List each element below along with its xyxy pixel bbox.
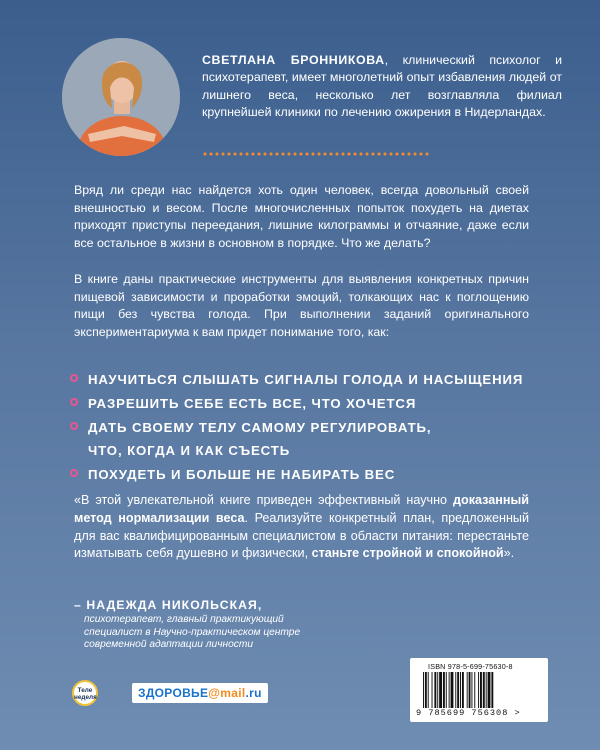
list-item: ДАТЬ СВОЕМУ ТЕЛУ САМОМУ РЕГУЛИРОВАТЬ, [74, 417, 544, 438]
reviewer-name: – НАДЕЖДА НИКОЛЬСКАЯ, [74, 598, 263, 612]
quote-highlight-1: доказанный метод нормализации веса [74, 493, 529, 525]
bullet-circle-icon [70, 469, 78, 477]
barcode-bars [422, 672, 536, 708]
list-item: ПОХУДЕТЬ И БОЛЬШЕ НЕ НАБИРАТЬ ВЕС [74, 464, 544, 485]
author-name: СВЕТЛАНА БРОННИКОВА [202, 53, 385, 67]
author-photo [62, 38, 180, 156]
isbn-label: ISBN 978-5-699-75630-8 [428, 662, 513, 671]
list-item: РАЗРЕШИТЬ СЕБЕ ЕСТЬ ВСЕ, ЧТО ХОЧЕТСЯ [74, 393, 544, 414]
zdorovie-mail-logo: ЗДОРОВЬЕ@mail.ru [132, 683, 268, 703]
tele-nedelya-logo: Теле неделя [72, 680, 98, 706]
author-bio [202, 52, 562, 122]
bullet-circle-icon [70, 398, 78, 406]
author-bio-text: , клинический психолог и психотерапевт, имеет многолетний опыт избавления людей от лишнего веса, несколько лет возглавляла филиал крупнейшей клиники по лечению ожирения в Нидерландах. [202, 53, 562, 120]
dotted-divider [202, 152, 430, 156]
intro-paragraph-2: В книге даны практические инструменты для выявления конкретных причин пищевой зависимости и проработки эмоций, толкающих нас к поглощению пищи без чувства голода. При выполнении заданий оригинального экспериментариума к вам придет понимание того, как: [74, 272, 529, 339]
intro-paragraph-1: Вряд ли среди нас найдется хоть один человек, всегда довольный своей внешностью и весом. После многочисленных попыток похудеть на диетах приходят приступы переедания, лишние килограммы и отчаяние, даже если все остальное в жизни в основном в порядке. Что же делать? [74, 183, 529, 250]
benefit-list [74, 369, 544, 488]
barcode-number: 9 785699 756308 > [416, 708, 521, 718]
barcode [410, 658, 548, 722]
list-item: НАУЧИТЬСЯ СЛЫШАТЬ СИГНАЛЫ ГОЛОДА И НАСЫЩЕНИЯ [74, 369, 544, 390]
review-quote: «В этой увлекательной книге приведен эффективный научно доказанный метод нормализации веса. Реализуйте конкретный план, предложенный для вас квалифицированным специалистом в области питания: перестаньте изматывать себя душевно и физически, станьте стройной и спокойной». [74, 493, 529, 561]
bullet-circle-icon [70, 374, 78, 382]
reviewer-description: психотерапевт, главный практикующий специалист в Научно-практическом центре современной адаптации личности [84, 614, 301, 651]
bullet-circle-icon [70, 422, 78, 430]
quote-highlight-2: станьте стройной и спокойной [311, 546, 504, 561]
list-item-continued: ЧТО, КОГДА И КАК СЪЕСТЬ [88, 443, 291, 458]
